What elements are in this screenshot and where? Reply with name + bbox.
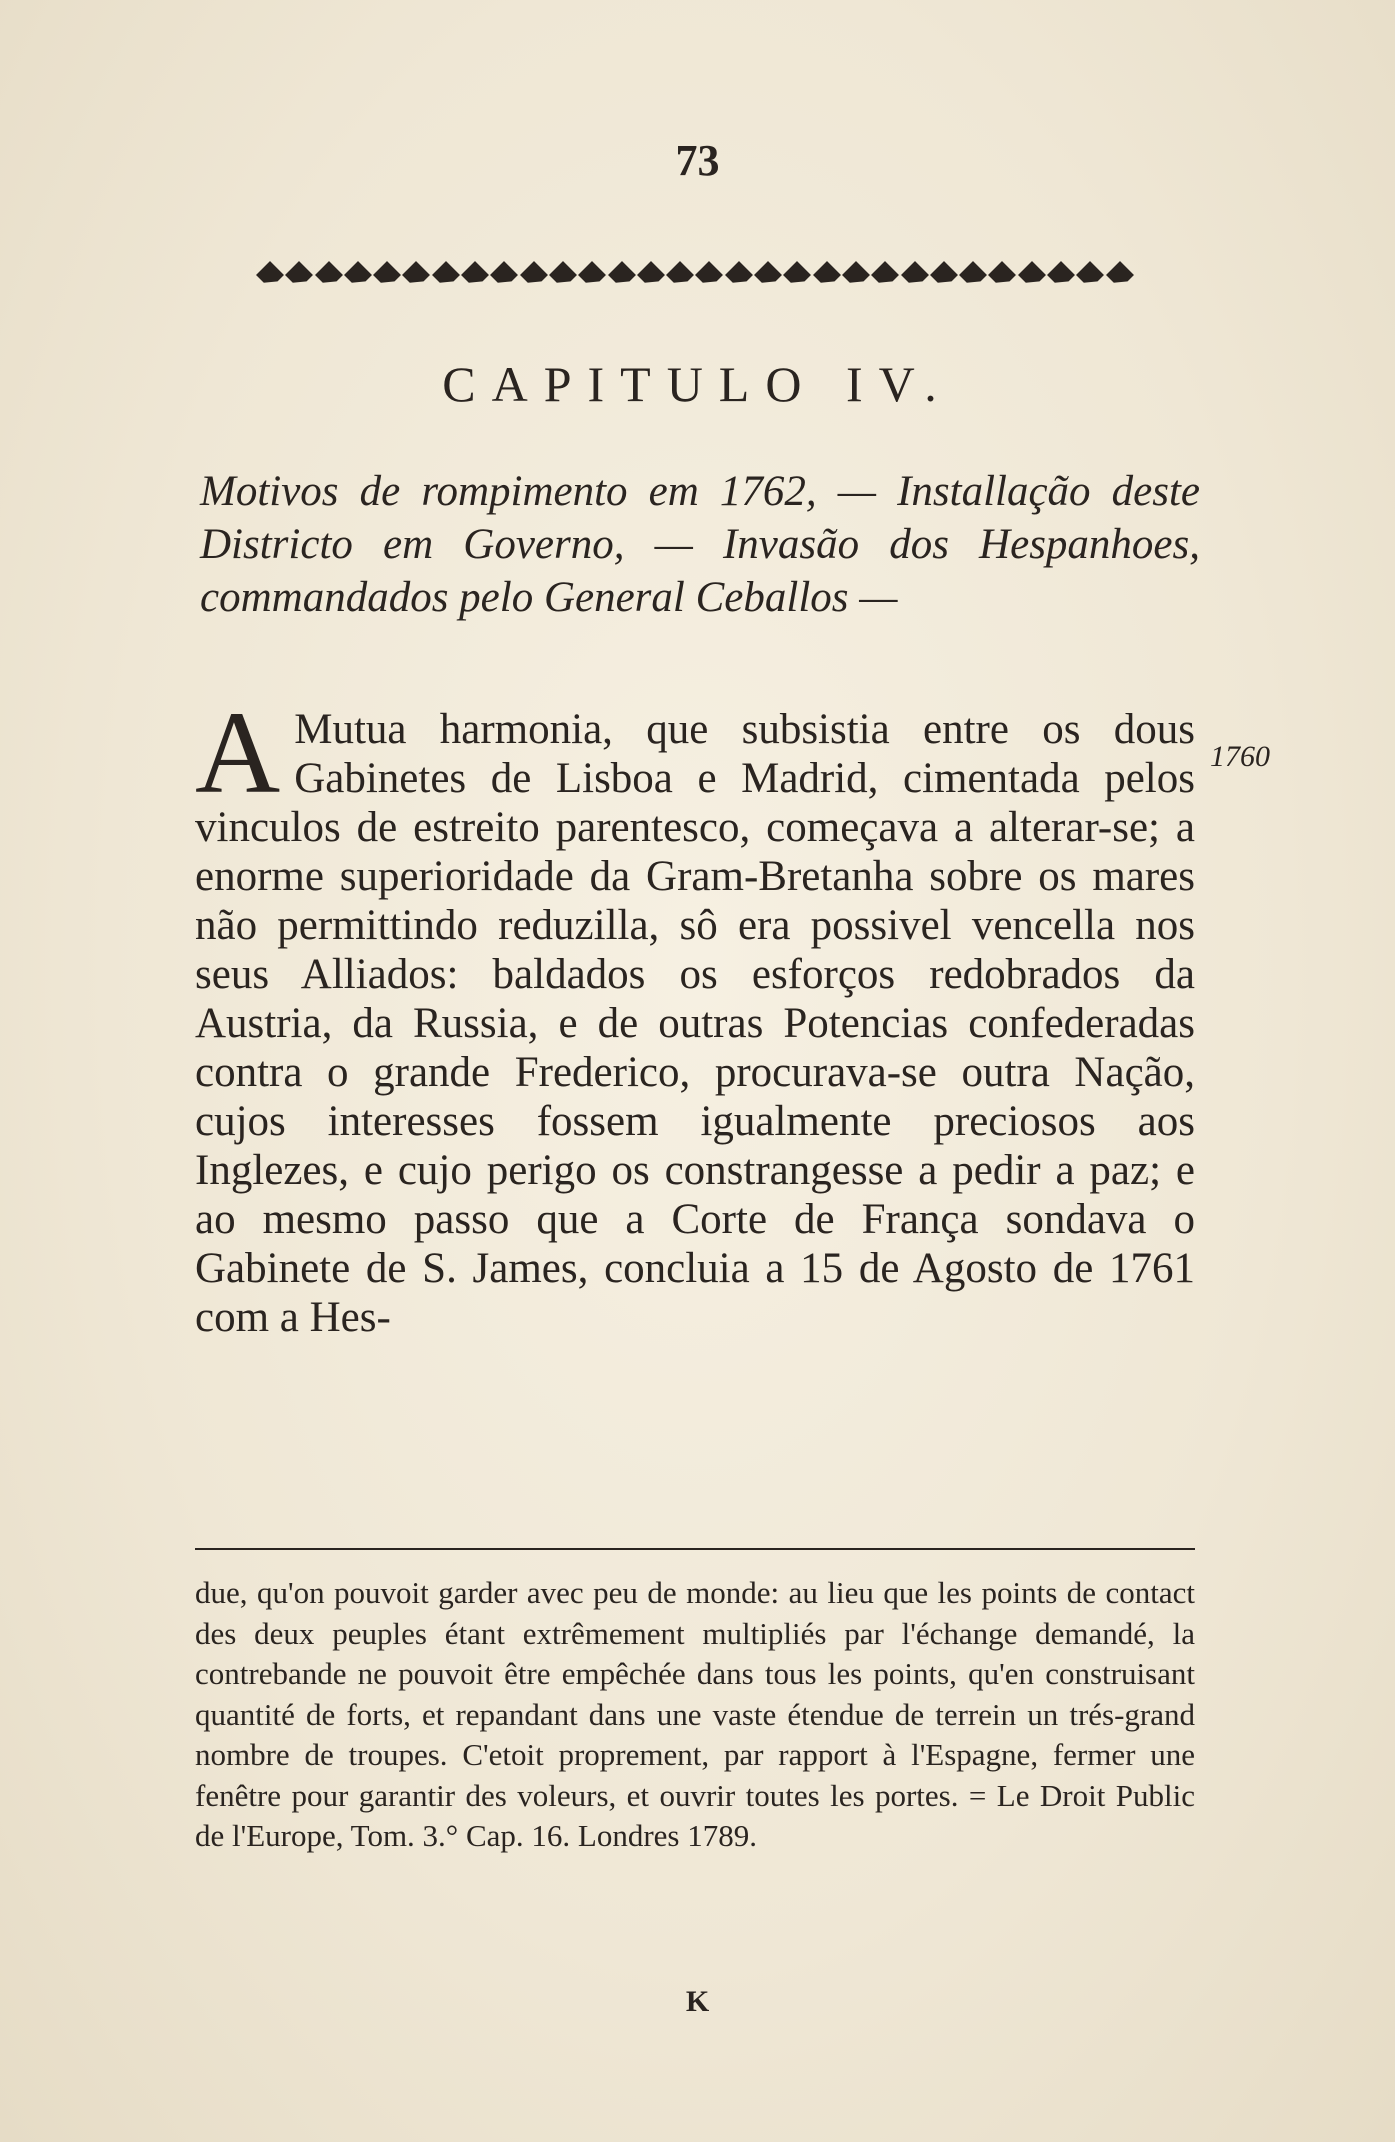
margin-year: 1760 [1210,740,1270,773]
ornament-divider [260,262,1130,288]
signature-mark: K [685,1985,710,2018]
footnote-rule [195,1548,1195,1550]
footnote: due, qu'on pouvoit garder avec peu de monde: au lieu que les points de contact des deux peuples étant extrêmement multipliés par l'échange demandé, la contrebande ne pouvoit être empêchée dans tous les points, qu'en construisant quantité de forts, et repandant dans une vaste étendue de terrein un trés-grand nombre de troupes. C'etoit proprement, par rapport à l'Espagne, fermer une fenêtre pour garantir des voleurs, et ouvrir toutes les portes. = Le Droit Public de l'Europe, Tom. 3.° Cap. 16. Londres 1789. [195,1575,1195,1853]
chapter-title: CAPITULO IV. [442,356,953,412]
chapter-summary: Motivos de rompimento em 1762, — Installação deste Districto em Governo, — Invasão dos Hespanhoes, commandados pelo General Ceballos — [200,468,1200,621]
drop-cap: A [195,687,281,818]
page-number: 73 [675,136,720,185]
body-paragraph: Mutua harmonia, que subsistia entre os dous Gabinetes de Lisboa e Madrid, cimentada pelos vinculos de estreito parentesco, começava a alterar-se; a enorme superioridade da Gram-Bretanha sobre os mares não permittindo reduzilla, sô era possivel vencella nos seus Alliados: baldados os esforços redobrados da Austria, da Russia, e de outras Potencias confederadas contra o grande Frederico, procurava-se outra Nação, cujos interesses fossem igualmente preciosos aos Inglezes, e cujo perigo os constrangesse a pedir a paz; e ao mesmo passo que a Corte de França sondava o Gabinete de S. James, concluia a 15 de Agosto de 1761 com a Hes- [195,706,1195,1341]
body-text [195,687,1195,1342]
